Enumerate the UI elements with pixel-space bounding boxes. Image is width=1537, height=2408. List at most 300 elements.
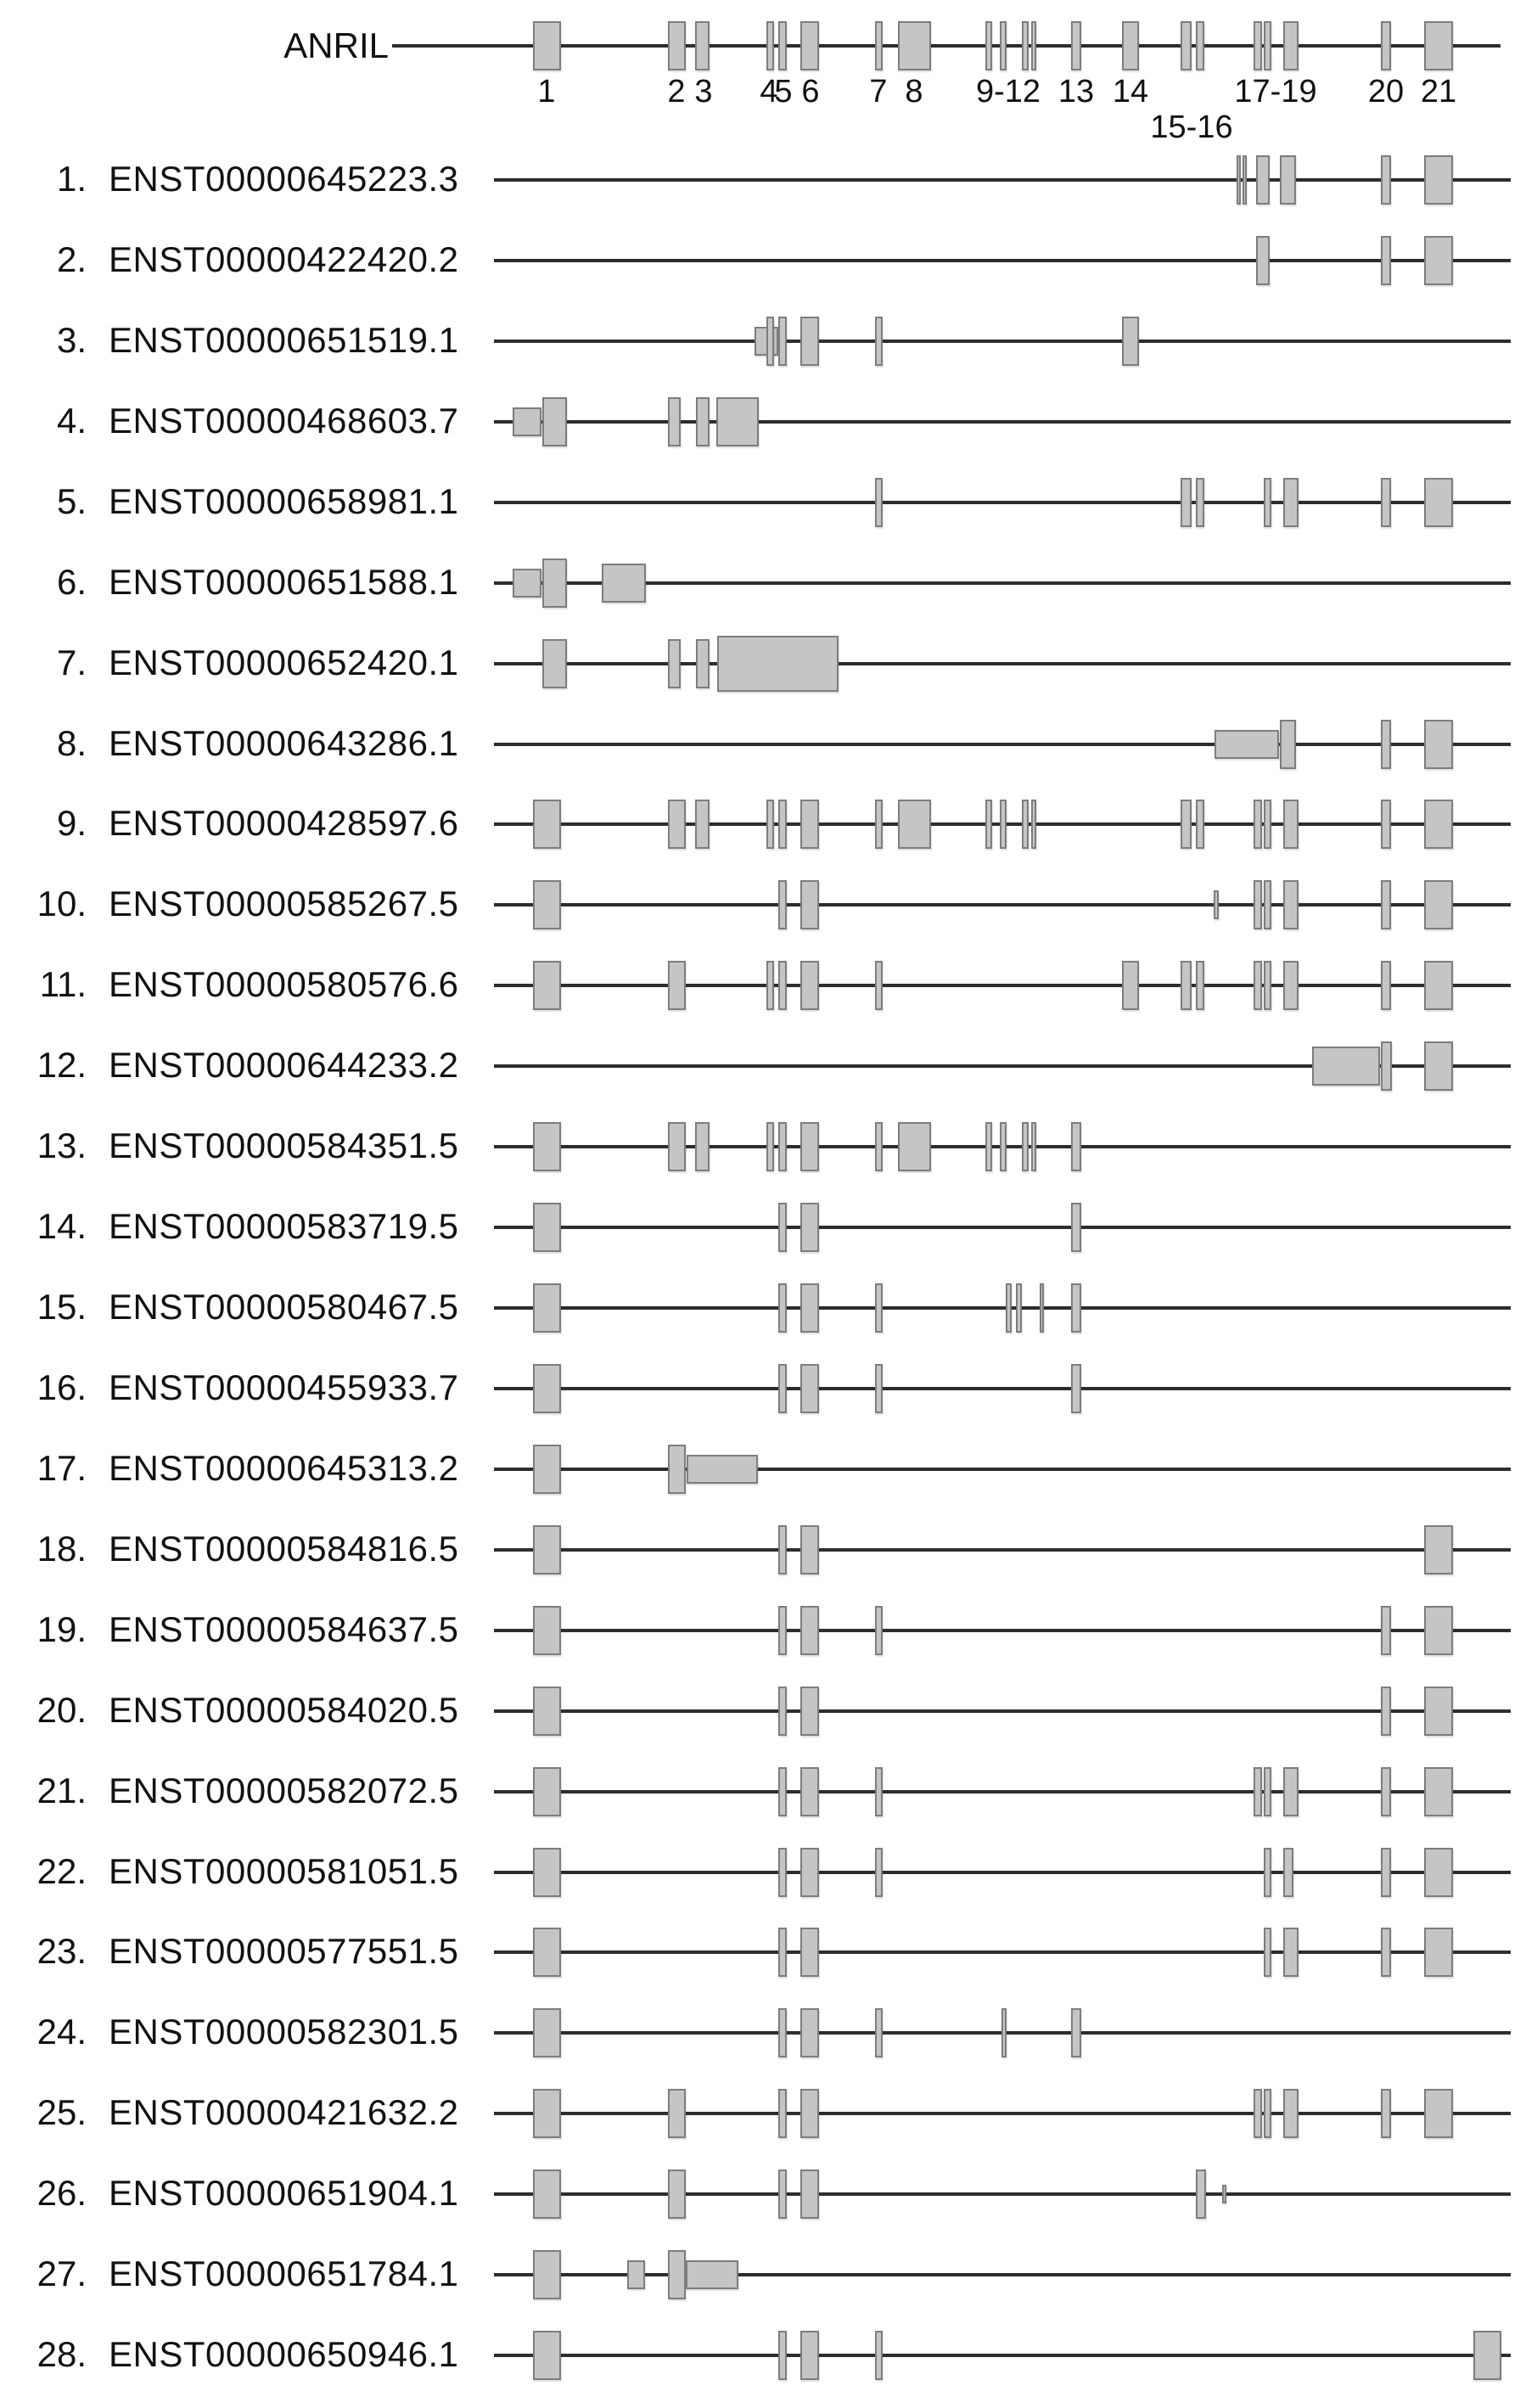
transcript-exon	[1006, 1283, 1012, 1333]
transcript-exon	[716, 397, 759, 446]
transcript-exon	[533, 1687, 561, 1736]
transcript-exon	[1214, 890, 1219, 919]
transcript-exon	[695, 1122, 710, 1171]
transcript-id: ENST00000584637.5	[109, 1609, 459, 1649]
transcript-exon	[1001, 2008, 1007, 2057]
transcript-exon	[875, 1122, 883, 1171]
transcript-number: 4.	[56, 401, 87, 441]
transcript-exon	[668, 1445, 686, 1494]
transcript-exon	[875, 1283, 883, 1333]
anril-exon-label-13: 13	[1057, 74, 1095, 109]
transcript-line	[494, 259, 1511, 262]
transcript-exon	[800, 317, 819, 366]
transcript-line	[494, 1548, 1511, 1552]
anril-exon-label-3: 3	[694, 74, 713, 109]
transcript-exon	[800, 1687, 819, 1736]
transcript-exon	[1071, 1283, 1081, 1333]
transcript-line	[494, 1629, 1511, 1632]
transcript-number: 19.	[36, 1609, 87, 1649]
anril-exon-label-14: 14	[1112, 74, 1149, 109]
transcript-exon	[1214, 730, 1279, 759]
transcript-line	[494, 2192, 1511, 2196]
transcript-exon	[778, 2331, 787, 2380]
anril-exon-10	[1000, 21, 1007, 70]
transcript-exon	[1381, 1848, 1391, 1897]
transcript-exon	[533, 1928, 561, 1977]
transcript-exon	[766, 800, 774, 849]
transcript-id: ENST00000580467.5	[109, 1287, 459, 1327]
transcript-exon	[1196, 478, 1204, 527]
transcript-exon	[533, 1122, 561, 1171]
transcript-exon	[1181, 478, 1192, 527]
transcript-id: ENST00000644233.2	[109, 1045, 459, 1085]
transcript-exon	[778, 1767, 787, 1816]
transcript-line	[494, 1306, 1511, 1310]
transcript-exon	[875, 317, 883, 366]
transcript-exon	[1196, 961, 1204, 1010]
anril-exon-11	[1022, 21, 1029, 70]
transcript-exon	[1283, 800, 1299, 849]
transcript-exon	[533, 1364, 561, 1413]
transcript-exon	[1381, 1767, 1391, 1816]
anril-exon-label-2: 2	[667, 74, 686, 109]
transcript-exon	[1254, 880, 1262, 929]
transcript-exon	[627, 2260, 645, 2289]
transcript-exon	[1254, 1767, 1262, 1816]
transcript-id: ENST00000583719.5	[109, 1206, 459, 1246]
transcript-number: 17.	[36, 1448, 87, 1488]
anril-exon-4	[766, 21, 774, 70]
transcript-exon	[1280, 155, 1296, 205]
transcript-exon	[800, 961, 819, 1010]
transcript-exon	[985, 800, 992, 849]
transcript-exon	[778, 2008, 787, 2057]
transcript-line	[494, 1226, 1511, 1229]
anril-exon-label-9-12: 9-12	[975, 74, 1041, 109]
transcript-exon	[875, 961, 883, 1010]
transcript-exon	[1381, 1041, 1392, 1091]
transcript-exon	[1283, 1848, 1293, 1897]
transcript-exon	[766, 961, 774, 1010]
anril-exon-15	[1181, 21, 1192, 70]
transcript-exon	[1016, 1283, 1022, 1333]
transcript-exon	[513, 569, 541, 598]
transcript-exon	[875, 800, 883, 849]
transcript-exon	[1071, 2008, 1081, 2057]
transcript-exon	[1424, 720, 1453, 769]
transcript-line	[494, 743, 1511, 746]
transcript-line	[494, 662, 1511, 665]
transcript-exon	[800, 800, 819, 849]
transcript-exon	[1264, 1848, 1271, 1897]
transcript-number: 11.	[39, 964, 87, 1004]
transcript-exon	[875, 2008, 883, 2057]
transcript-number: 15.	[36, 1287, 87, 1327]
transcript-exon	[533, 1525, 561, 1574]
transcript-exon	[1264, 800, 1271, 849]
transcript-exon	[1280, 720, 1296, 769]
transcript-exon	[778, 1203, 787, 1252]
transcript-id: ENST00000651784.1	[109, 2254, 459, 2293]
transcript-line	[494, 1387, 1511, 1390]
transcript-exon	[1424, 2089, 1453, 2138]
transcript-exon	[875, 1364, 883, 1413]
transcript-number: 25.	[36, 2092, 87, 2132]
transcript-exon	[1196, 800, 1204, 849]
transcript-id: ENST00000581051.5	[109, 1851, 459, 1891]
transcript-line	[494, 1709, 1511, 1713]
transcript-exon	[985, 1122, 992, 1171]
transcript-exon	[1381, 1928, 1391, 1977]
transcript-exon	[778, 2089, 787, 2138]
transcript-line	[494, 2273, 1511, 2276]
transcript-exon	[1000, 1122, 1007, 1171]
transcript-id: ENST00000651519.1	[109, 320, 459, 360]
transcript-exon	[1381, 1606, 1391, 1655]
transcript-number: 28.	[36, 2334, 87, 2374]
transcript-id: ENST00000421632.2	[109, 2092, 459, 2132]
transcript-exon	[1000, 800, 1007, 849]
transcript-id: ENST00000584816.5	[109, 1529, 459, 1569]
anril-exon-label-17-19: 17-19	[1234, 74, 1317, 109]
transcript-exon	[1283, 961, 1299, 1010]
transcript-number: 13.	[36, 1125, 87, 1165]
transcript-exon	[1196, 2169, 1206, 2219]
transcript-exon	[800, 1928, 819, 1977]
anril-exon-label-21: 21	[1420, 74, 1457, 109]
anril-exon-label-8: 8	[905, 74, 923, 109]
transcript-exon	[1424, 961, 1453, 1010]
transcript-number: 26.	[36, 2173, 87, 2213]
transcript-line	[494, 420, 1511, 424]
transcript-exon	[800, 2089, 819, 2138]
transcript-id: ENST00000651904.1	[109, 2173, 459, 2213]
transcript-exon	[533, 2169, 561, 2219]
transcript-exon	[800, 1767, 819, 1816]
transcript-exon	[1181, 961, 1192, 1010]
transcript-exon	[1424, 800, 1453, 849]
transcript-number: 8.	[56, 723, 87, 763]
transcript-line	[494, 501, 1511, 504]
transcript-exon	[875, 2331, 883, 2380]
transcript-exon	[1264, 1767, 1271, 1816]
transcript-exon	[717, 636, 839, 692]
anril-exon-19	[1283, 21, 1299, 70]
anril-exon-13	[1071, 21, 1081, 70]
transcript-id: ENST00000643286.1	[109, 723, 459, 763]
transcript-exon	[1283, 2089, 1299, 2138]
transcript-number: 3.	[56, 320, 87, 360]
transcript-exon	[1424, 1041, 1453, 1091]
transcript-exon	[1022, 800, 1029, 849]
transcript-exon	[1264, 880, 1271, 929]
transcript-exon	[1283, 1928, 1299, 1977]
anril-exon-2	[668, 21, 686, 70]
transcript-id: ENST00000652420.1	[109, 643, 459, 682]
transcript-exon	[1424, 1525, 1453, 1574]
transcript-id: ENST00000580576.6	[109, 964, 459, 1004]
transcript-exon	[1264, 1928, 1271, 1977]
transcript-number: 27.	[36, 2254, 87, 2293]
transcript-exon	[898, 800, 931, 849]
anril-exon-14	[1122, 21, 1139, 70]
transcript-number: 24.	[36, 2012, 87, 2052]
transcript-line	[494, 1871, 1511, 1874]
transcript-exon	[800, 2008, 819, 2057]
transcript-id: ENST00000468603.7	[109, 401, 459, 441]
transcript-exon	[800, 2331, 819, 2380]
transcript-exon	[766, 1122, 774, 1171]
transcript-exon	[1122, 961, 1139, 1010]
transcript-id: ENST00000584020.5	[109, 1690, 459, 1730]
transcript-id: ENST00000585267.5	[109, 884, 459, 923]
transcript-exon	[1381, 880, 1391, 929]
transcript-exon	[800, 1283, 819, 1333]
transcript-number: 20.	[36, 1690, 87, 1730]
transcript-exon	[1222, 2185, 1226, 2203]
transcript-id: ENST00000658981.1	[109, 481, 459, 521]
transcript-exon	[533, 961, 561, 1010]
transcript-exon	[1473, 2331, 1501, 2380]
transcript-exon	[533, 2008, 561, 2057]
transcript-exon	[1283, 478, 1299, 527]
transcript-exon	[800, 1122, 819, 1171]
transcript-exon	[875, 1606, 883, 1655]
transcript-exon	[1256, 155, 1270, 205]
transcript-exon	[668, 1122, 686, 1171]
anril-exon-1	[533, 21, 561, 70]
transcript-exon	[1237, 155, 1241, 205]
anril-exon-label-1: 1	[537, 74, 556, 109]
anril-exon-8	[898, 21, 931, 70]
transcript-number: 14.	[36, 1206, 87, 1246]
transcript-id: ENST00000584351.5	[109, 1125, 459, 1165]
transcript-exon	[778, 1122, 787, 1171]
transcript-exon	[778, 2169, 787, 2219]
anril-exon-18	[1264, 21, 1271, 70]
transcript-exon	[533, 1848, 561, 1897]
transcript-line	[494, 340, 1511, 343]
transcript-exon	[800, 1606, 819, 1655]
transcript-exon	[686, 2260, 738, 2289]
transcript-exon	[1424, 478, 1453, 527]
transcript-exon	[1424, 880, 1453, 929]
anril-gene-label: ANRIL	[283, 25, 389, 65]
transcript-exon	[800, 880, 819, 929]
transcript-exon	[533, 2250, 561, 2299]
transcript-exon	[766, 317, 774, 366]
transcript-exon	[1424, 236, 1453, 285]
transcript-exon	[668, 397, 681, 446]
anril-exon-17	[1254, 21, 1262, 70]
transcript-number: 22.	[36, 1851, 87, 1891]
transcript-id: ENST00000577551.5	[109, 1931, 459, 1971]
transcript-number: 10.	[36, 884, 87, 923]
transcript-exon	[778, 1606, 787, 1655]
transcript-line	[494, 2354, 1511, 2357]
transcript-exon	[602, 564, 646, 603]
transcript-number: 2.	[56, 239, 87, 279]
anril-exon-5	[778, 21, 787, 70]
transcript-exon	[1256, 236, 1270, 285]
transcript-exon	[1381, 720, 1391, 769]
transcript-exon	[778, 317, 787, 366]
transcript-exon	[533, 1606, 561, 1655]
transcript-exon	[875, 1767, 883, 1816]
transcript-line	[494, 2112, 1511, 2115]
anril-exon-7	[875, 21, 883, 70]
transcript-exon	[800, 1203, 819, 1252]
transcript-exon	[778, 800, 787, 849]
transcript-exon	[687, 1455, 758, 1484]
transcript-exon	[668, 961, 686, 1010]
transcript-exon	[1381, 961, 1391, 1010]
transcript-number: 21.	[36, 1771, 87, 1810]
transcript-exon	[1424, 1687, 1453, 1736]
transcript-id: ENST00000422420.2	[109, 239, 459, 279]
transcript-exon	[1254, 800, 1262, 849]
transcript-exon	[1424, 1767, 1453, 1816]
transcript-exon	[542, 558, 567, 608]
anril-exon-12	[1031, 21, 1036, 70]
transcript-exon	[696, 397, 710, 446]
transcript-exon	[1071, 1122, 1081, 1171]
transcript-exon	[695, 800, 710, 849]
transcript-id: ENST00000428597.6	[109, 803, 459, 843]
transcript-exon	[898, 1122, 931, 1171]
transcript-line	[494, 581, 1511, 585]
transcript-line	[494, 1468, 1511, 1471]
transcript-exon	[696, 639, 710, 688]
anril-exon-9	[985, 21, 992, 70]
transcript-exon	[778, 1687, 787, 1736]
anril-exon-label-6: 6	[801, 74, 820, 109]
transcript-number: 6.	[56, 562, 87, 602]
transcript-exon	[1424, 1928, 1453, 1977]
transcript-number: 7.	[56, 643, 87, 682]
transcript-exon	[1031, 800, 1036, 849]
transcript-exon	[1071, 1364, 1081, 1413]
transcript-exon	[1283, 880, 1299, 929]
transcript-exon	[1040, 1283, 1044, 1333]
transcript-exon	[778, 1364, 787, 1413]
transcript-exon	[1243, 155, 1247, 205]
anril-exon-label-4: 4	[760, 74, 778, 109]
transcript-exon	[1031, 1122, 1036, 1171]
transcript-exon	[668, 800, 686, 849]
transcript-exon	[1381, 2089, 1391, 2138]
transcript-exon	[1264, 478, 1271, 527]
transcript-exon	[1381, 236, 1391, 285]
transcript-exon	[533, 800, 561, 849]
transcript-number: 12.	[36, 1045, 87, 1085]
transcript-line	[494, 984, 1511, 987]
transcript-number: 16.	[36, 1367, 87, 1407]
transcript-line	[494, 903, 1511, 907]
transcript-exon	[778, 880, 787, 929]
transcript-number: 5.	[56, 481, 87, 521]
transcript-exon	[542, 397, 567, 446]
transcript-id: ENST00000455933.7	[109, 1367, 459, 1407]
anril-exon-20	[1381, 21, 1391, 70]
transcript-exon	[1254, 961, 1262, 1010]
anril-exon-label-7: 7	[869, 74, 888, 109]
transcript-exon	[533, 2331, 561, 2380]
transcript-id: ENST00000645223.3	[109, 159, 459, 199]
transcript-exon	[668, 639, 681, 688]
transcript-exon	[1381, 478, 1391, 527]
transcript-exon	[513, 407, 541, 436]
anril-exon-label-5: 5	[774, 74, 793, 109]
transcript-exon	[533, 1203, 561, 1252]
anril-exon-label-15-16: 15-16	[1150, 109, 1233, 145]
transcript-id: ENST00000582072.5	[109, 1771, 459, 1810]
transcript-number: 9.	[56, 803, 87, 843]
transcript-exon	[1071, 1203, 1081, 1252]
transcript-exon	[1254, 2089, 1262, 2138]
transcript-exon	[800, 1525, 819, 1574]
transcript-exon	[1424, 1606, 1453, 1655]
transcript-exon	[533, 1767, 561, 1816]
transcript-id: ENST00000645313.2	[109, 1448, 459, 1488]
transcript-number: 23.	[36, 1931, 87, 1971]
transcript-line	[494, 1790, 1511, 1793]
anril-exon-label-20: 20	[1367, 74, 1405, 109]
transcript-exon	[668, 2250, 686, 2299]
transcript-exon	[1264, 2089, 1271, 2138]
transcript-exon	[668, 2089, 686, 2138]
transcript-exon	[800, 1848, 819, 1897]
transcript-exon	[1424, 1848, 1453, 1897]
transcript-exon	[875, 1848, 883, 1897]
anril-exon-3	[695, 21, 710, 70]
transcript-id: ENST00000651588.1	[109, 562, 459, 602]
transcript-exon	[1312, 1047, 1380, 1086]
transcript-number: 1.	[56, 159, 87, 199]
transcript-number: 18.	[36, 1529, 87, 1569]
anril-exon-16	[1196, 21, 1204, 70]
transcript-exon	[800, 2169, 819, 2219]
transcript-exon	[668, 2169, 686, 2219]
transcript-exon	[1264, 961, 1271, 1010]
transcript-exon	[533, 880, 561, 929]
transcript-id: ENST00000650946.1	[109, 2334, 459, 2374]
transcript-exon	[778, 1283, 787, 1333]
transcript-exon	[533, 1445, 561, 1494]
transcript-exon	[533, 2089, 561, 2138]
transcript-exon	[778, 1525, 787, 1574]
transcript-exon	[1381, 800, 1391, 849]
transcript-exon	[1181, 800, 1192, 849]
transcript-line	[494, 1951, 1511, 1954]
transcript-exon	[1283, 1767, 1299, 1816]
anril-exon-6	[800, 21, 819, 70]
transcript-exon	[1424, 155, 1453, 205]
anril-exon-21	[1424, 21, 1453, 70]
transcript-exon	[800, 1364, 819, 1413]
transcript-exon	[1122, 317, 1139, 366]
transcript-exon	[778, 1848, 787, 1897]
transcript-id: ENST00000582301.5	[109, 2012, 459, 2052]
transcript-exon	[778, 1928, 787, 1977]
transcript-exon	[533, 1283, 561, 1333]
transcript-exon	[1381, 1687, 1391, 1736]
transcript-exon	[542, 639, 567, 688]
transcript-exon	[875, 478, 883, 527]
transcript-exon	[1381, 155, 1391, 205]
transcript-line	[494, 178, 1511, 182]
transcript-exon	[1022, 1122, 1029, 1171]
